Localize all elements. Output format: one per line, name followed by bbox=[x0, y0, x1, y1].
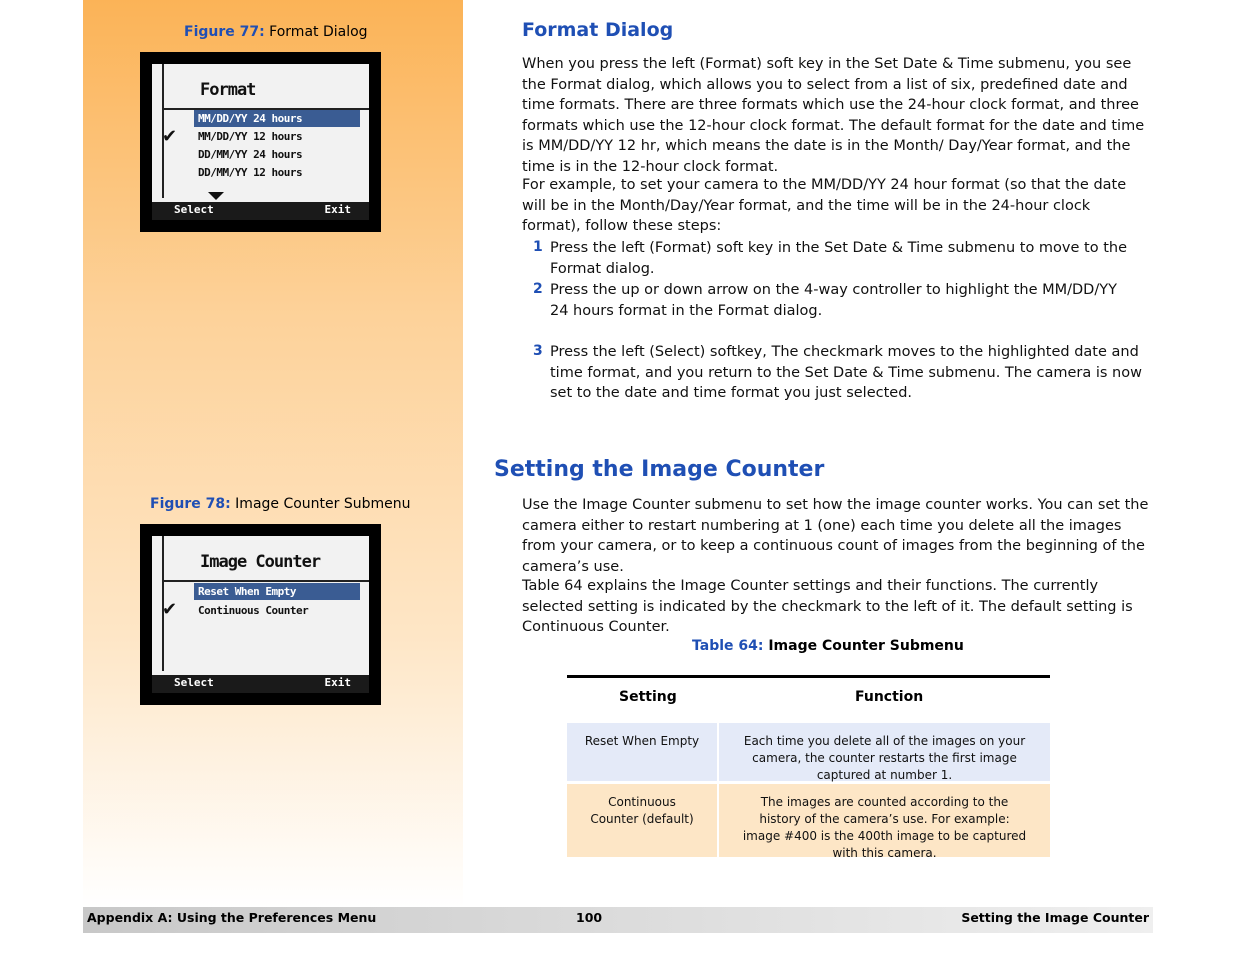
checkmark-icon: ✔ bbox=[162, 126, 178, 147]
footer-chapter: Appendix A: Using the Preferences Menu bbox=[87, 910, 377, 925]
softkey-select: Select bbox=[174, 203, 214, 216]
screen-item: MM/DD/YY 12 hours bbox=[198, 130, 303, 143]
table-cell-function: Each time you delete all of the images on your camera, the counter restarts the first image captured at number 1. bbox=[743, 734, 1026, 782]
table-caption-text: Image Counter Submenu bbox=[768, 638, 964, 654]
screen-title: Image Counter bbox=[200, 552, 321, 572]
table-header-setting: Setting bbox=[619, 689, 677, 705]
table-cell-setting: Continuous Counter (default) bbox=[590, 795, 694, 826]
footer-page-number: 100 bbox=[576, 910, 603, 925]
down-arrow-icon bbox=[208, 192, 224, 200]
format-dialog-paragraph-1: When you press the left (Format) soft key in the Set Date & Time submenu, you see the Format dialog, which allows you to select from a list of six, predefined date and time formats. There are three formats which use the 24-hour clock format, and three formats which use the 12-hour clock format. The default format for the date and time is MM/DD/YY 12 hr, which means the date is in the Month/ Day/Year format, and the time is in the 12-hour clock format. bbox=[522, 56, 1145, 175]
figure-caption-text: Format Dialog bbox=[269, 24, 368, 40]
table-label: Table 64: bbox=[692, 638, 764, 654]
table-caption bbox=[692, 638, 964, 654]
softkey-bar bbox=[152, 675, 369, 693]
step-text: Press the left (Select) softkey, The checkmark moves to the highlighted date and time format, and you return to the Set Date & Time submenu. The camera is now set to the date and time format you just selected. bbox=[550, 344, 1142, 401]
step-number: 1 bbox=[533, 239, 543, 255]
figure-78-caption bbox=[150, 496, 411, 512]
step-number: 2 bbox=[533, 281, 543, 297]
screen-item: Reset When Empty bbox=[194, 583, 360, 600]
section-heading-format-dialog: Format Dialog bbox=[522, 19, 674, 41]
format-dialog-screenshot bbox=[140, 52, 381, 232]
image-counter-screenshot bbox=[140, 524, 381, 705]
table-row bbox=[567, 723, 1050, 781]
screen-title: Format bbox=[200, 80, 256, 100]
table-header-row bbox=[567, 678, 1050, 723]
table-cell-function: The images are counted according to the history of the camera’s use. For example: image #400 is the 400th image to be captured with this camera. bbox=[742, 795, 1027, 860]
softkey-select: Select bbox=[174, 676, 214, 689]
section-heading-image-counter: Setting the Image Counter bbox=[494, 457, 825, 482]
screen-item: DD/MM/YY 24 hours bbox=[198, 148, 303, 161]
table-row bbox=[567, 784, 1050, 860]
step-text: Press the left (Format) soft key in the Set Date & Time submenu to move to the Format dialog. bbox=[550, 240, 1127, 277]
screen-item: MM/DD/YY 24 hours bbox=[194, 110, 360, 127]
image-counter-paragraph-2: Table 64 explains the Image Counter settings and their functions. The currently selected setting is indicated by the checkmark to the left of it. The default setting is Continuous Counter. bbox=[522, 578, 1133, 635]
image-counter-table bbox=[567, 675, 1050, 860]
footer-section: Setting the Image Counter bbox=[961, 910, 1149, 925]
screen-item: Continuous Counter bbox=[198, 604, 309, 617]
softkey-bar bbox=[152, 202, 369, 220]
table-cell-setting: Reset When Empty bbox=[584, 734, 700, 748]
figure-caption-text: Image Counter Submenu bbox=[235, 496, 411, 512]
softkey-exit: Exit bbox=[324, 676, 351, 689]
softkey-exit: Exit bbox=[324, 203, 351, 216]
image-counter-paragraph-1: Use the Image Counter submenu to set how the image counter works. You can set the camera either to restart numbering at 1 (one) each time you delete all the images from your camera, or to keep a continuous count of images from the beginning of the camera’s use. bbox=[522, 497, 1149, 575]
page-footer bbox=[83, 907, 1153, 933]
figure-label: Figure 77: bbox=[184, 24, 265, 40]
table-header-function: Function bbox=[855, 689, 924, 705]
step-number: 3 bbox=[533, 343, 543, 359]
checkmark-icon: ✔ bbox=[162, 599, 178, 620]
screen-item: DD/MM/YY 12 hours bbox=[198, 166, 303, 179]
figure-label: Figure 78: bbox=[150, 496, 231, 512]
figure-77-caption bbox=[184, 24, 368, 40]
format-dialog-paragraph-2: For example, to set your camera to the MM/DD/YY 24 hour format (so that the date will be in the Month/Day/Year format, and the time will be in the 24-hour clock format), follow these steps: bbox=[522, 177, 1127, 234]
step-text: Press the up or down arrow on the 4-way controller to highlight the MM/DD/YY 24 hours format in the Format dialog. bbox=[550, 282, 1117, 319]
